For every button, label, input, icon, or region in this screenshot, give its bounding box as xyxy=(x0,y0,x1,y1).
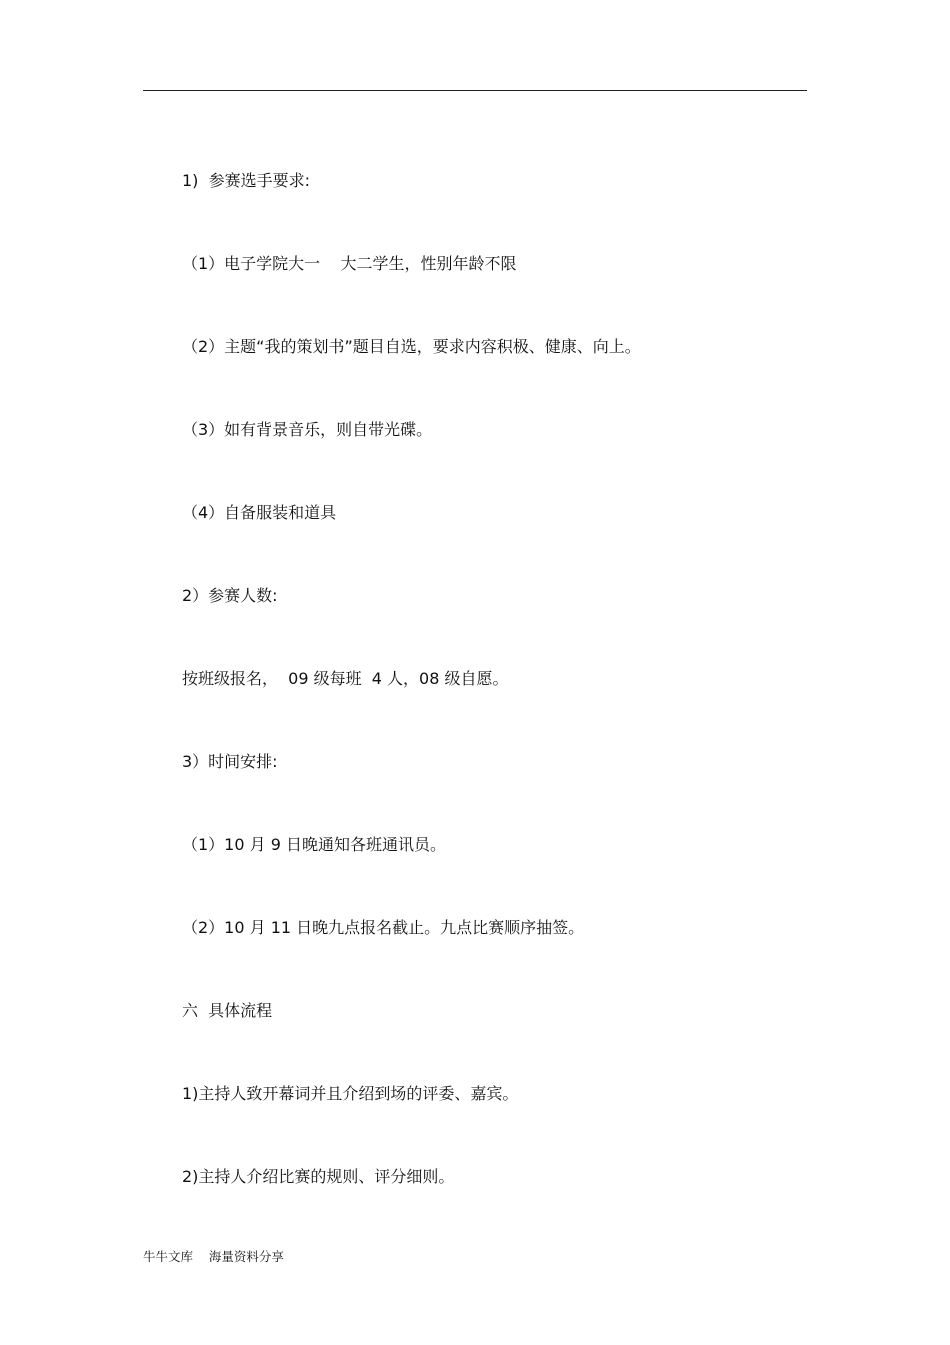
schedule-item-2: （2）10 月 11 日晚九点报名截止。九点比赛顺序抽签。 xyxy=(182,918,585,937)
requirement-item-2: （2）主题“我的策划书”题目自选，要求内容积极、健康、向上。 xyxy=(182,337,641,356)
requirement-item-1: （1）电子学院大一 大二学生，性别年龄不限 xyxy=(182,254,517,273)
procedure-item-1: 1)主持人致开幕词并且介绍到场的评委、嘉宾。 xyxy=(182,1084,519,1103)
section-participant-count: 2）参赛人数: xyxy=(182,586,278,605)
schedule-item-1: （1）10 月 9 日晚通知各班通讯员。 xyxy=(182,835,446,854)
participant-count-detail: 按班级报名， 09 级每班 4 人，08 级自愿。 xyxy=(182,669,509,688)
requirement-item-4: （4）自备服装和道具 xyxy=(182,503,337,522)
section-schedule: 3）时间安排: xyxy=(182,752,278,771)
page-footer: 牛牛文库 海量资料分享 xyxy=(143,1249,284,1264)
header-rule xyxy=(143,90,807,91)
section-procedure: 六 具体流程 xyxy=(182,1001,273,1020)
procedure-item-2: 2)主持人介绍比赛的规则、评分细则。 xyxy=(182,1167,455,1186)
section-contestant-requirements: 1) 参赛选手要求: xyxy=(182,171,310,190)
requirement-item-3: （3）如有背景音乐，则自带光碟。 xyxy=(182,420,433,439)
